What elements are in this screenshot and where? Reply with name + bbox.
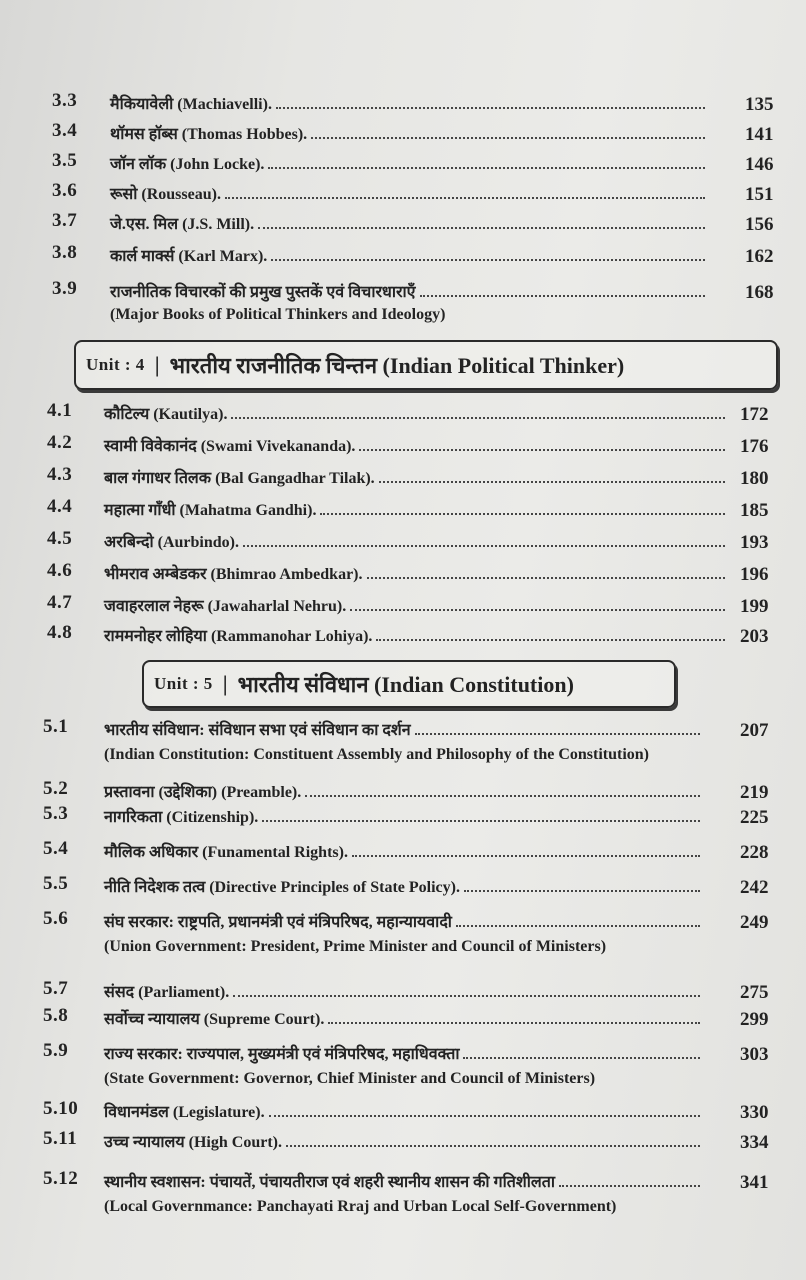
page-number: 228 xyxy=(740,842,769,863)
dot-leader xyxy=(415,733,700,735)
toc-entry xyxy=(0,1005,806,1035)
toc-entry xyxy=(0,400,806,430)
entry-title: मौलिक अधिकार (Funamental Rights). xyxy=(104,844,348,861)
entry-number: 4.3 xyxy=(47,464,73,485)
dot-leader xyxy=(271,259,705,261)
dot-leader xyxy=(258,227,705,229)
unit-heading: भारतीय संविधान (Indian Constitution) xyxy=(237,672,574,697)
toc-entry xyxy=(0,210,806,240)
entry-title: स्वामी विवेकानंद (Swami Vivekananda). xyxy=(104,438,356,455)
dot-leader xyxy=(320,513,725,515)
toc-entry xyxy=(0,432,806,462)
dot-leader xyxy=(367,577,725,579)
entry-title: भारतीय संविधान: संविधान सभा एवं संविधान का दर्शन xyxy=(104,722,411,739)
page-number: 156 xyxy=(745,214,774,235)
toc-entry xyxy=(0,464,806,494)
page-number: 330 xyxy=(740,1102,769,1123)
entry-title: जे.एस. मिल (J.S. Mill). xyxy=(110,216,255,233)
toc-entry xyxy=(0,908,806,955)
toc-entry xyxy=(0,592,806,622)
entry-title: संघ सरकार: राष्ट्रपति, प्रधानमंत्री एवं मंत्रिपरिषद, महान्यायवादी xyxy=(104,914,452,931)
toc-entry xyxy=(0,873,806,903)
page-number: 180 xyxy=(740,468,769,489)
entry-title: नागरिकता (Citizenship). xyxy=(104,809,259,826)
dot-leader xyxy=(311,137,705,139)
dot-leader xyxy=(225,197,705,199)
dot-leader xyxy=(262,820,700,822)
entry-title: सर्वोच्च न्यायालय (Supreme Court). xyxy=(104,1011,325,1028)
toc-entry xyxy=(0,716,806,763)
page-number: 207 xyxy=(740,720,769,741)
unit-heading: भारतीय राजनीतिक चिन्तन (Indian Political Thinker) xyxy=(169,353,625,378)
dot-leader xyxy=(352,855,700,857)
divider: | xyxy=(154,352,160,377)
toc-entry xyxy=(0,496,806,526)
entry-title: भीमराव अम्बेडकर (Bhimrao Ambedkar). xyxy=(104,566,363,583)
entry-number: 5.3 xyxy=(43,803,69,824)
page-number: 168 xyxy=(745,282,774,303)
entry-number: 4.4 xyxy=(47,496,73,517)
entry-number: 3.6 xyxy=(52,180,78,201)
page-number: 162 xyxy=(745,246,774,267)
entry-subtitle: (Major Books of Political Thinkers and Ideology) xyxy=(110,306,446,323)
page-number: 242 xyxy=(740,877,769,898)
toc-entry xyxy=(0,838,806,868)
toc-entry xyxy=(0,1128,806,1158)
dot-leader xyxy=(268,167,705,169)
toc-entry xyxy=(0,1168,806,1215)
entry-number: 4.5 xyxy=(47,528,73,549)
page-number: 341 xyxy=(740,1172,769,1193)
toc-entry xyxy=(0,150,806,180)
page-number: 135 xyxy=(745,94,774,115)
page-number: 176 xyxy=(740,436,769,457)
dot-leader xyxy=(464,890,700,892)
toc-entry xyxy=(0,278,806,323)
entry-title: नीति निदेशक तत्व (Directive Principles of State Policy). xyxy=(104,879,460,896)
toc-entry xyxy=(0,1040,806,1087)
entry-number: 5.5 xyxy=(43,873,69,894)
unit-label: Unit : 4 xyxy=(86,355,145,374)
page-number: 334 xyxy=(740,1132,769,1153)
entry-number: 5.9 xyxy=(43,1040,69,1061)
entry-title: उच्च न्यायालय (High Court). xyxy=(104,1134,282,1151)
dot-leader xyxy=(359,449,725,451)
page-number: 193 xyxy=(740,532,769,553)
entry-title: बाल गंगाधर तिलक (Bal Gangadhar Tilak). xyxy=(104,470,375,487)
entry-number: 3.8 xyxy=(52,242,78,263)
dot-leader xyxy=(286,1145,700,1147)
dot-leader xyxy=(456,925,700,927)
entry-title: कौटिल्य (Kautilya). xyxy=(104,406,228,423)
entry-number: 5.7 xyxy=(43,978,69,999)
page-number: 275 xyxy=(740,982,769,1003)
page-number: 185 xyxy=(740,500,769,521)
toc-entry xyxy=(0,242,806,272)
page-number: 219 xyxy=(740,782,769,803)
page-number: 146 xyxy=(745,154,774,175)
entry-number: 5.2 xyxy=(43,778,69,799)
toc-entry xyxy=(0,120,806,150)
entry-subtitle: (State Government: Governor, Chief Minister and Council of Ministers) xyxy=(104,1070,596,1087)
toc-entry xyxy=(0,528,806,558)
entry-title: प्रस्तावना (उद्देशिका) (Preamble). xyxy=(104,784,302,801)
entry-title: राजनीतिक विचारकों की प्रमुख पुस्तकें एवं विचारधाराएँ xyxy=(110,284,416,301)
dot-leader xyxy=(243,545,725,547)
dot-leader xyxy=(305,795,700,797)
dot-leader xyxy=(231,417,725,419)
page-number: 151 xyxy=(745,184,774,205)
entry-number: 5.1 xyxy=(43,716,69,737)
entry-number: 5.8 xyxy=(43,1005,69,1026)
page-number: 249 xyxy=(740,912,769,933)
entry-title: संसद (Parliament). xyxy=(104,984,230,1001)
entry-title: थॉमस हॉब्स (Thomas Hobbes). xyxy=(110,126,308,143)
page-number: 303 xyxy=(740,1044,769,1065)
entry-number: 5.10 xyxy=(43,1098,79,1119)
toc-entry xyxy=(0,803,806,833)
entry-number: 4.8 xyxy=(47,622,73,643)
page-number: 299 xyxy=(740,1009,769,1030)
entry-subtitle: (Indian Constitution: Constituent Assembly and Philosophy of the Constitution) xyxy=(104,746,649,763)
page-number: 203 xyxy=(740,626,769,647)
dot-leader xyxy=(420,295,705,297)
entry-title: महात्मा गाँधी (Mahatma Gandhi). xyxy=(104,502,317,519)
unit-5-header xyxy=(142,660,676,708)
entry-number: 5.12 xyxy=(43,1168,79,1189)
page-number: 196 xyxy=(740,564,769,585)
entry-number: 5.4 xyxy=(43,838,69,859)
entry-number: 3.7 xyxy=(52,210,78,231)
entry-title: विधानमंडल (Legislature). xyxy=(104,1104,265,1121)
entry-number: 4.1 xyxy=(47,400,73,421)
entry-title: राज्य सरकार: राज्यपाल, मुख्यमंत्री एवं मंत्रिपरिषद, महाधिवक्ता xyxy=(104,1046,460,1063)
toc-entry xyxy=(0,180,806,210)
entry-title: रूसो (Rousseau). xyxy=(110,186,221,203)
dot-leader xyxy=(269,1115,700,1117)
page-number: 172 xyxy=(740,404,769,425)
entry-title: कार्ल मार्क्स (Karl Marx). xyxy=(110,248,268,265)
toc-entry xyxy=(0,978,806,1008)
page-number: 199 xyxy=(740,596,769,617)
dot-leader xyxy=(350,609,725,611)
dot-leader xyxy=(328,1022,700,1024)
entry-number: 5.11 xyxy=(43,1128,78,1149)
entry-title: अरबिन्दो (Aurbindo). xyxy=(104,534,239,551)
dot-leader xyxy=(559,1185,700,1187)
entry-title: स्थानीय स्वशासन: पंचायतें, पंचायतीराज एवं शहरी स्थानीय शासन की गतिशीलता xyxy=(104,1174,555,1191)
dot-leader xyxy=(379,481,725,483)
toc-entry xyxy=(0,622,806,652)
entry-number: 4.7 xyxy=(47,592,73,613)
entry-number: 4.2 xyxy=(47,432,73,453)
entry-subtitle: (Union Government: President, Prime Minister and Council of Ministers) xyxy=(104,938,607,955)
toc-entry xyxy=(0,560,806,590)
entry-title: जवाहरलाल नेहरू (Jawaharlal Nehru). xyxy=(104,598,347,615)
page-number: 141 xyxy=(745,124,774,145)
unit-label: Unit : 5 xyxy=(154,674,213,693)
dot-leader xyxy=(376,639,725,641)
entry-title: मैकियावेली (Machiavelli). xyxy=(110,96,272,113)
divider: | xyxy=(222,671,228,696)
entry-subtitle: (Local Governmance: Panchayati Rraj and Urban Local Self-Government) xyxy=(104,1198,617,1215)
toc-entry xyxy=(0,90,806,120)
entry-number: 3.9 xyxy=(52,278,78,299)
dot-leader xyxy=(276,107,705,109)
page-number: 225 xyxy=(740,807,769,828)
entry-number: 3.3 xyxy=(52,90,78,111)
entry-title: जॉन लॉक (John Locke). xyxy=(110,156,265,173)
dot-leader xyxy=(233,995,700,997)
entry-number: 3.4 xyxy=(52,120,78,141)
entry-number: 5.6 xyxy=(43,908,69,929)
entry-number: 3.5 xyxy=(52,150,78,171)
entry-title: राममनोहर लोहिया (Rammanohar Lohiya). xyxy=(104,628,373,645)
entry-number: 4.6 xyxy=(47,560,73,581)
unit-4-header xyxy=(74,340,778,390)
dot-leader xyxy=(463,1057,700,1059)
toc-entry xyxy=(0,1098,806,1128)
